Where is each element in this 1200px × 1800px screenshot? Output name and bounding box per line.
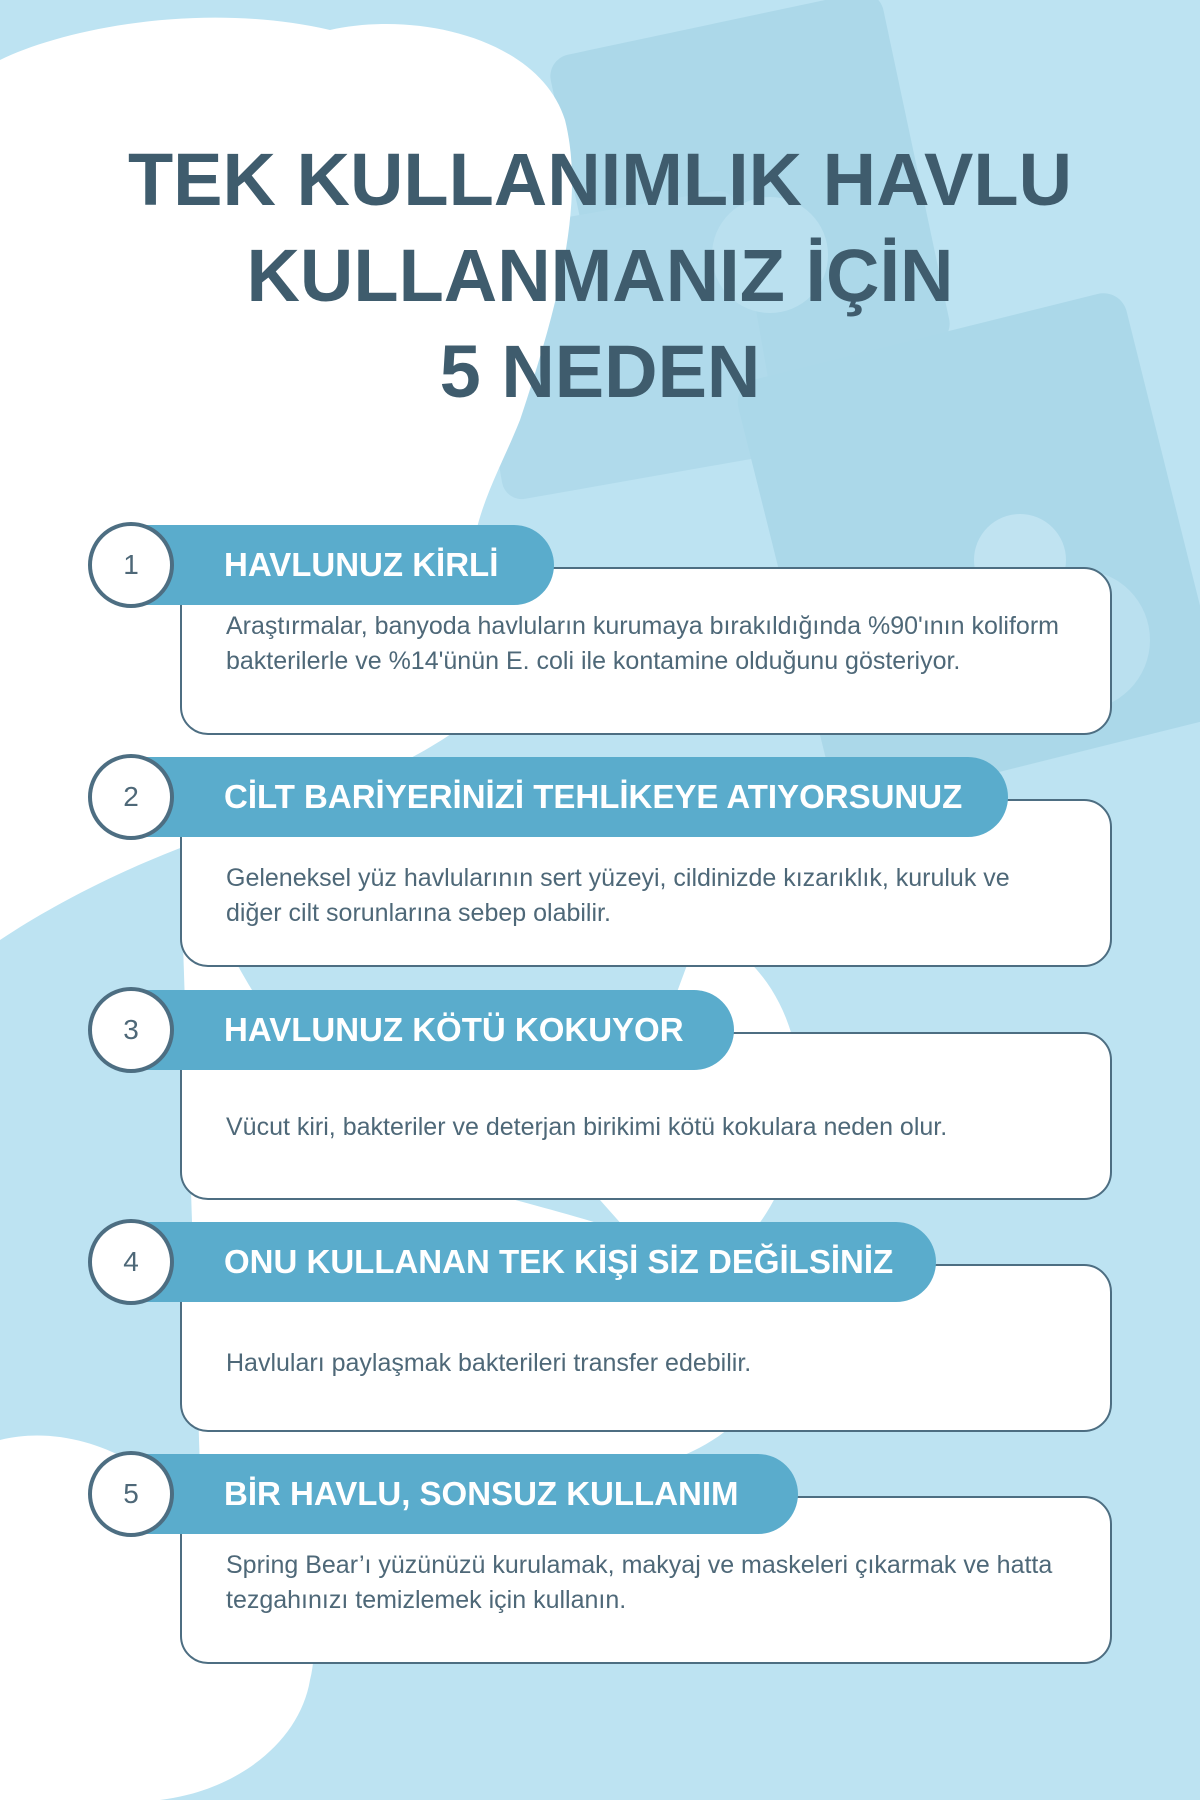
- reason-item: [0, 757, 1200, 977]
- reason-text: Spring Bear’ı yüzünüzü kurulamak, makyaj ve maskeleri çıkarmak ve hatta tezgahınızı temizlemek için kullanın.: [226, 1551, 1053, 1614]
- reason-heading: HAVLUNUZ KİRLİ: [132, 525, 554, 605]
- reason-heading: HAVLUNUZ KÖTÜ KOKUYOR: [132, 990, 734, 1070]
- reason-text: Araştırmalar, banyoda havluların kurumaya bırakıldığında %90'ının koliform bakterilerle ve %14'ünün E. coli ile kontamine olduğunu gösteriyor.: [226, 612, 1059, 675]
- reason-heading: ONU KULLANAN TEK KİŞİ SİZ DEĞİLSİNİZ: [132, 1222, 936, 1302]
- reason-item: [0, 1222, 1200, 1442]
- reason-heading: BİR HAVLU, SONSUZ KULLANIM: [132, 1454, 798, 1534]
- reason-number-badge: 2: [88, 754, 174, 840]
- page-title: [0, 132, 1200, 420]
- reason-number-badge: 3: [88, 987, 174, 1073]
- reason-item: [0, 990, 1200, 1210]
- reason-item: [0, 1454, 1200, 1674]
- reason-number-badge: 4: [88, 1219, 174, 1305]
- reason-item: [0, 525, 1200, 745]
- title-line-3: 5 NEDEN: [439, 330, 761, 413]
- reason-text: Geleneksel yüz havlularının sert yüzeyi, cildinizde kızarıklık, kuruluk ve diğer cilt sorunlarına sebep olabilir.: [226, 864, 1010, 927]
- reason-text: Vücut kiri, bakteriler ve deterjan birikimi kötü kokulara neden olur.: [226, 1113, 948, 1141]
- reason-text: Havluları paylaşmak bakterileri transfer edebilir.: [226, 1349, 752, 1377]
- title-line-2: KULLANMANIZ İÇİN: [246, 234, 954, 317]
- reason-heading: CİLT BARİYERİNİZİ TEHLİKEYE ATIYORSUNUZ: [132, 757, 1008, 837]
- reason-number-badge: 5: [88, 1451, 174, 1537]
- reason-number-badge: 1: [88, 522, 174, 608]
- title-line-1: TEK KULLANIMLIK HAVLU: [127, 138, 1073, 221]
